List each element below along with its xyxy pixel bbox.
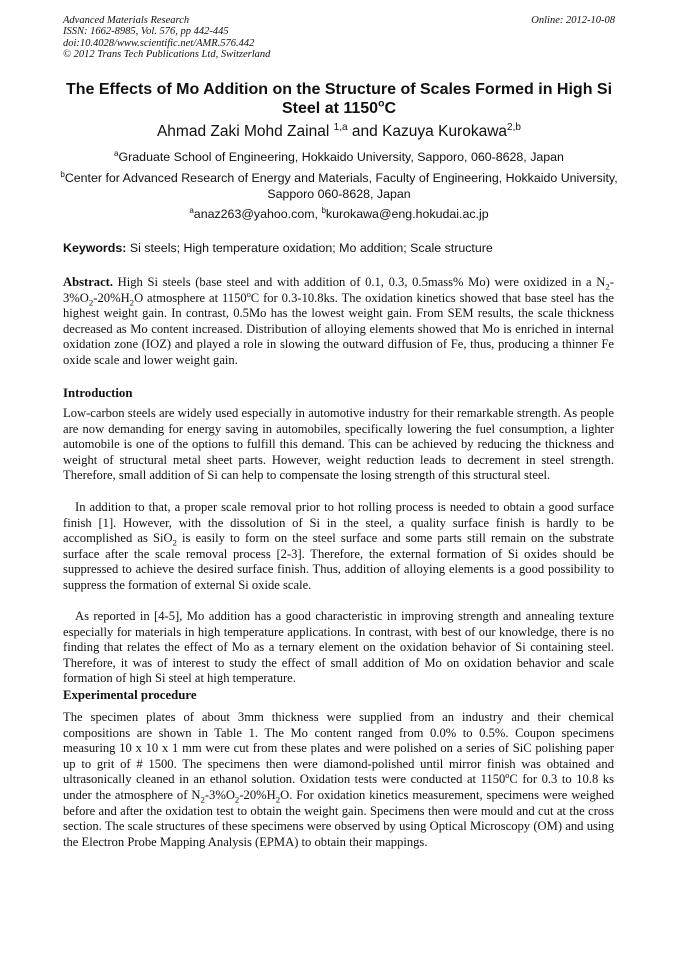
intro-text: is easily to form on the steel surface and some parts still remain on the substrate surface after the scale removal process [2-3]. Therefore, the external formation of Si oxides should be suppressed to achieve the desired surface finish. Thus, addition of alloying elements is a good possibility to suppress the formation of external Si oxide scale. [63,531,614,592]
intro-text: In addition to that, a proper scale removal prior to hot rolling process is needed to obtain a good surface finish [1]. However, with the dissolution of Si in the steel, a quality surface finish is hardly to be accomplished as SiO [63,500,614,546]
exp-text: C for 0.3 to 10.8 ks under the atmosphere of N [63,772,614,802]
title-line-1: The Effects of Mo Addition on the Structure of Scales Formed in High Si [65,81,613,98]
copyright: © 2012 Trans Tech Publications Ltd, Switzerland [63,48,271,60]
subscript: 2 [234,794,240,805]
affil-text: Graduate School of Engineering, Hokkaido University, Sapporo, 060-8628, Japan [118,150,564,164]
intro-paragraph-2 [63,500,614,594]
author-list [40,123,638,141]
affil-mark: b [321,205,326,215]
subscript: 2 [200,794,205,805]
title-text: C [384,100,396,117]
issn: ISSN: 1662-8985, Vol. 576, pp 442-445 [63,26,229,38]
subscript: 2 [88,297,94,308]
online-date: Online: 2012-10-08 [531,15,615,26]
exp-text: -20%H [239,787,276,802]
affiliation-a [60,149,618,165]
keywords [63,241,618,255]
affil-mark: b [60,169,65,179]
doi: doi:10.4028/www.scientific.net/AMR.576.442 [63,37,255,49]
author-2-affil: 2,b [507,121,522,133]
journal-meta [63,15,270,60]
exp-text: O. For oxidation kinetics measurement, specimens were weighed before and after the oxidation test to obtain the weight gain. Specimens then were mould and cut at the cross section. The scale structures of these specimens were observed by using Optical Microscopy (OM) and using the Electron Probe Mapping Analysis (EPMA) to obtain their mappings. [63,787,614,849]
affil-mark: a [114,148,119,158]
keywords-text: Si steels; High temperature oxidation; Mo addition; Scale structure [129,241,493,255]
abstract-text: -3%O [63,275,614,305]
subscript: 2 [172,537,177,548]
degree-sup: o [505,771,510,781]
intro-paragraph-1: Low-carbon steels are widely used especially in automotive industry for their remarkable strength. As people are now demanding for energy saving in automobiles, specifically lowering the fuel consumption, a lighter automobile is one of the options to fulfill this demand. This can be achieved by reducing the thickness and weight of structural metal sheet parts. However, weight reduction leads to decrement in steel strength. Therefore, small addition of Si can help to compensate the losing strength of this structural steel. [63,406,614,483]
abstract-text: High Si steels (base steel and with addition of 0.1, 0.3, 0.5mass% Mo) were oxidized in a N [117,275,606,289]
author-2: Kazuya Kurokawa [382,123,508,140]
subscript: 2 [129,297,135,308]
email-a: anaz263@yahoo.com, [193,207,318,221]
exp-text: -3%O [204,787,235,802]
introduction-heading: Introduction [63,386,133,400]
experimental-paragraph [63,710,614,850]
affiliation-b [60,170,618,202]
experimental-heading: Experimental procedure [63,688,197,702]
author-emails [60,206,618,222]
title-line-2 [55,99,623,118]
abstract-text: O atmosphere at 1150 [134,290,247,305]
author-1: Ahmad Zaki Mohd Zainal [156,123,330,140]
degree-sup: o [378,98,385,110]
author-and: and [351,123,378,140]
keywords-label: Keywords: [63,241,127,255]
abstract-label: Abstract. [63,275,114,289]
journal-name: Advanced Materials Research [63,15,190,26]
title-text: Steel at 1150 [282,100,379,117]
paper-title [55,80,623,118]
exp-text: The specimen plates of about 3mm thickness were supplied from an industry and their chemical compositions are shown in Table 1. The Mo content ranged from 0.0% to 0.5%. Coupon specimens measuring 10 x 10 x 1 mm were cut from these plates and were polished on a series of SiC polishing paper up to grit of # 1500. The specimens then were diamond-polished until mirror finish was obtained and ultrasonically cleaned in an ethanol solution. Oxidation tests were conducted at 1150 [63,710,614,787]
affil-text: Center for Advanced Research of Energy and Materials, Faculty of Engineering, Hokkaido University, Sapporo 060-8628, Japan [64,171,618,201]
abstract-text: -20%H [93,290,130,305]
abstract-text: C for 0.3-10.8ks. The oxidation kinetics showed that base steel has the highest weight gain. In contrast, 0.5Mo has the lowest weight gain. From SEM results, the scale thickness decreased as Mo content increased. Distribution of alloying elements showed that Mo is enriched in internal oxidation zone (IOZ) and played a role in slowing the outward diffusion of Fe, thus, producing a thinner Fe oxide scale and lower weight gain. [63,290,614,367]
affil-mark: a [189,205,194,215]
author-1-affil: 1,a [333,121,348,133]
subscript: 2 [605,281,610,292]
email-b: kurokawa@eng.hokudai.ac.jp [325,207,489,221]
degree-sup: o [246,289,251,299]
subscript: 2 [275,794,281,805]
abstract [63,275,614,369]
intro-paragraph-3: As reported in [4-5], Mo addition has a good characteristic in improving strength and annealing texture especially for materials in high temperature applications. In contrast, with best of our knowledge, there is no finding that relates the effect of Mo as a ternary element on the oxidation behavior of Si containing steel. Therefore, it was of interest to study the effect of small addition of Mo on oxidation behavior and scale formation of high Si steel at high temperature. [63,609,614,686]
